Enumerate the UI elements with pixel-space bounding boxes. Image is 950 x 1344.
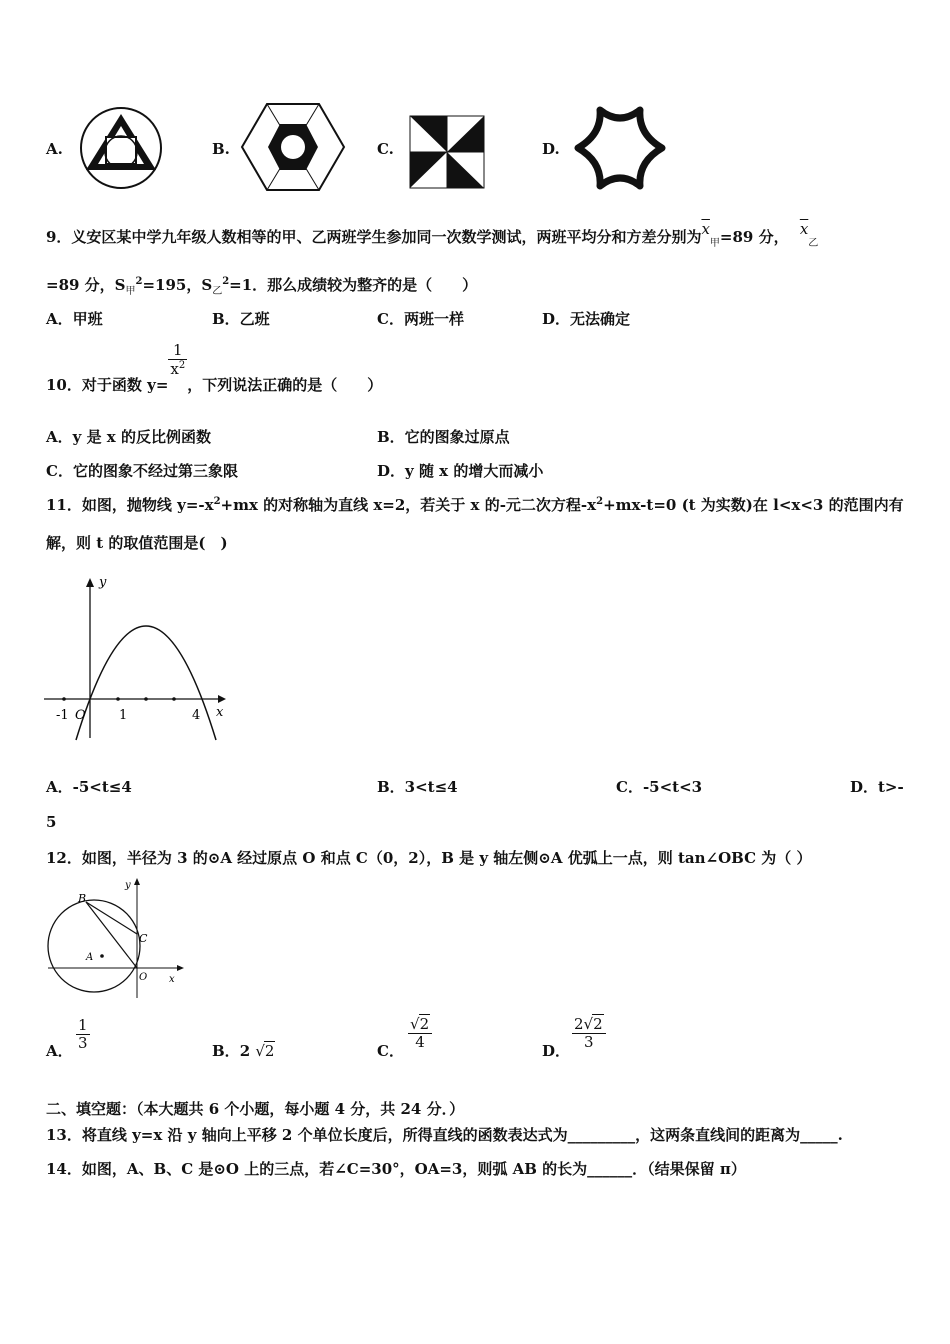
q11-sup-1: 2	[213, 496, 221, 507]
q11-line1	[46, 494, 904, 515]
q12-label-x: x	[169, 974, 175, 985]
q11-option-a: A．-5<t≤4	[46, 778, 132, 796]
q9-xbar-1: $\overline{x}$	[701, 220, 710, 238]
q9-text: 9．义安区某中学九年级人数相等的甲、乙两班学生参加同一次数学测试，两班平均分和方差分别为	[46, 228, 702, 246]
q9-s-jia-sup: 2	[135, 276, 143, 287]
q10-option-d: D．y 随 x 的增大而减小	[377, 462, 544, 480]
q9-xbar-2: $\overline{x}$	[799, 220, 809, 238]
q11-origin-label: O	[75, 708, 86, 723]
q11-line1-b: +mx 的对称轴为直线 x=2，若关于 x 的-元二次方程-x	[220, 496, 597, 514]
q8-option-c-label: C.	[377, 140, 394, 158]
q12-a-den: 3	[78, 1033, 88, 1052]
q12-a-num: 1	[78, 1016, 88, 1034]
q12-label-y: y	[125, 880, 131, 891]
q12-label-a: A	[86, 952, 94, 963]
q9-option-c: C．两班一样	[377, 310, 464, 328]
q8-figure-c	[408, 114, 486, 190]
q12-option-a-label: A．	[46, 1042, 73, 1060]
q12-c-radical: √2	[410, 1015, 430, 1033]
q9-option-d: D．无法确定	[542, 310, 631, 328]
q12-option-a-fraction	[76, 1017, 90, 1051]
q10-option-a: A．y 是 x 的反比例函数	[46, 428, 211, 446]
q11-tick-4: 4	[192, 708, 201, 723]
q12-d-den: 3	[572, 1033, 606, 1051]
q12-b-label: B．	[212, 1042, 240, 1060]
q8-figure-b	[240, 102, 346, 192]
q11-tick-neg1: -1	[56, 708, 69, 723]
q12-c-den: 4	[408, 1033, 432, 1051]
q8-figure-d	[572, 104, 668, 192]
q11-x-label: x	[216, 705, 224, 720]
q11-line2: 解，则 t 的取值范围是( )	[46, 534, 228, 552]
q10-stem	[46, 341, 383, 394]
q8-option-b-label: B.	[212, 140, 230, 158]
q10-frac-num: 1	[173, 341, 183, 359]
q9-yi-sub: 乙	[808, 238, 819, 249]
q11-option-b: B．3<t≤4	[377, 778, 458, 796]
q12-d-radical: √2	[583, 1015, 603, 1033]
q10-frac-den-sup: 2	[178, 359, 186, 371]
q8-option-d-label: D.	[542, 140, 560, 158]
section-2-heading: 二、填空题：（本大题共 6 个小题，每小题 4 分，共 24 分．）	[46, 1100, 465, 1118]
q12-c-rad: 2	[419, 1015, 430, 1033]
q9-text-b: =89 分，	[719, 228, 789, 246]
q12-label-c: C	[139, 932, 148, 945]
q11-option-d: D．t>-	[850, 778, 904, 796]
q12-label-o: O	[139, 972, 148, 983]
q12-option-c-fraction	[408, 1016, 432, 1050]
q13-stem: 13．将直线 y=x 沿 y 轴向上平移 2 个单位长度后，所得直线的函数表达式为_________，这两条直线间的距离为_____.	[46, 1126, 843, 1144]
q12-option-d-label: D．	[542, 1042, 571, 1060]
q12-circle-figure	[44, 876, 188, 1002]
q9-line1	[46, 220, 819, 249]
q12-b-coef: 2	[239, 1042, 251, 1060]
q12-stem: 12．如图，半径为 3 的⊙A 经过原点 O 和点 C（0，2），B 是 y 轴左侧⊙A 优弧上一点，则 tan∠OBC 为（ ）	[46, 849, 812, 867]
q10-frac-den: x	[170, 359, 179, 378]
q8-figure-a	[76, 104, 166, 192]
q12-option-b	[212, 1040, 275, 1061]
q12-b-radical: √2	[255, 1042, 275, 1060]
q12-b-rad: 2	[264, 1042, 275, 1060]
q12-option-d-fraction	[572, 1016, 606, 1050]
q11-option-d-wrap: 5	[46, 813, 57, 831]
q10-option-c: C．它的图象不经过第三象限	[46, 462, 238, 480]
q11-option-c: C．-5<t<3	[616, 778, 703, 796]
q12-option-c-label: C．	[377, 1042, 404, 1060]
q14-stem: 14．如图，A、B、C 是⊙O 上的三点，若∠C=30°，OA=3，则弧 AB 的长为______．（结果保留 π）	[46, 1160, 746, 1178]
q9-option-a: A．甲班	[46, 310, 103, 328]
q9-s-yi-sup: 2	[222, 276, 230, 287]
q10-fraction	[168, 342, 187, 377]
q9-s-jia-sub: 甲	[125, 286, 136, 297]
q8-option-a-label: A.	[46, 140, 63, 158]
q9-option-b: B．乙班	[212, 310, 270, 328]
q11-line1-c: +mx-t=0 (t 为实数)在 l<x<3 的范围内有	[603, 496, 904, 514]
q9-line2-a: =89 分，S	[46, 276, 126, 294]
q9-jia-sub: 甲	[709, 238, 720, 249]
q10-option-b: B．它的图象过原点	[377, 428, 510, 446]
q12-d-rad: 2	[593, 1015, 603, 1033]
q11-line1-a: 11．如图，抛物线 y=-x	[46, 496, 214, 514]
q11-sup-2: 2	[596, 496, 604, 507]
q12-d-coef: 2	[574, 1015, 584, 1033]
q9-line2	[46, 274, 477, 297]
q9-line2-b: =195，S	[142, 276, 213, 294]
q10-prefix: 10．对于函数 y=	[46, 375, 169, 394]
q11-parabola-graph	[40, 572, 240, 744]
q12-label-b: B	[78, 892, 87, 905]
q11-y-label: y	[99, 575, 107, 590]
q9-s-yi-sub: 乙	[212, 286, 223, 297]
q10-suffix: ，下列说法正确的是（ ）	[187, 375, 383, 394]
q11-tick-1: 1	[119, 708, 128, 723]
q9-line2-c: =1．那么成绩较为整齐的是（ ）	[229, 276, 478, 294]
